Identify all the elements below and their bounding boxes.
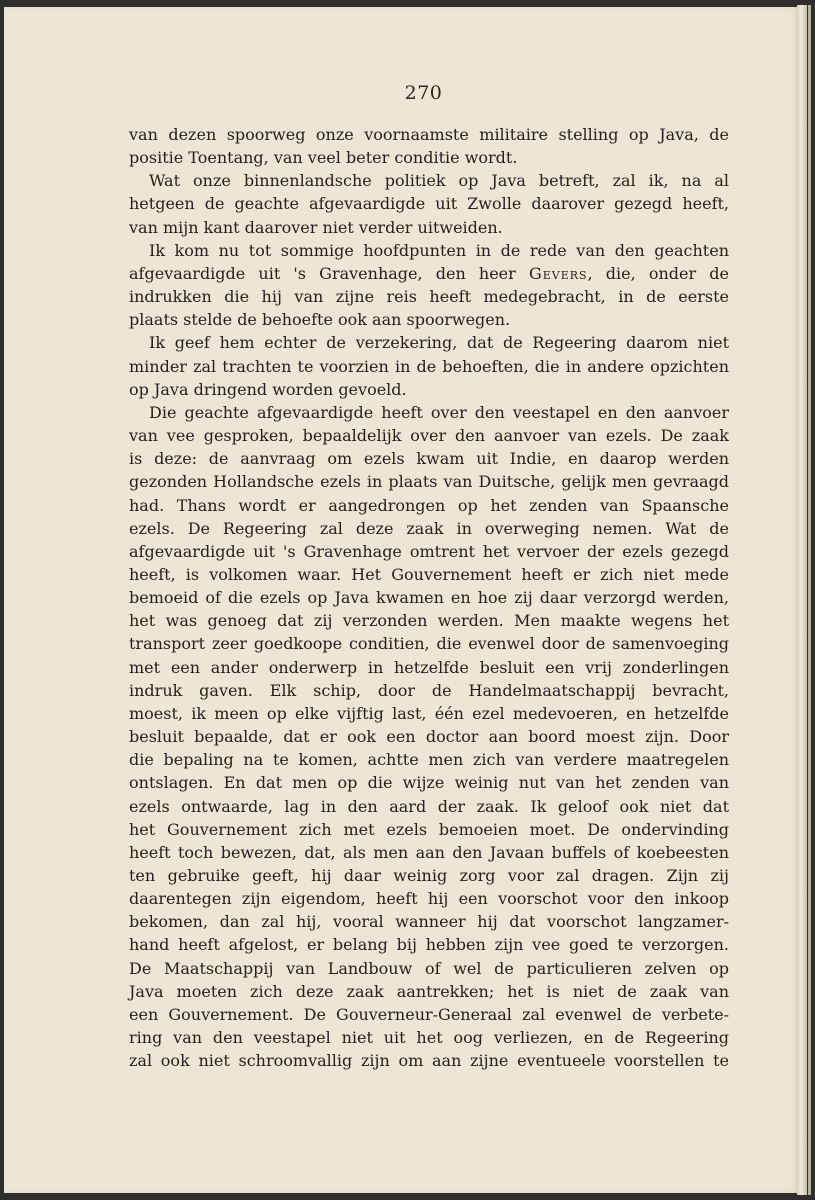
text-line: heeft, is volkomen waar. Het Gouvernement heeft er zich niet mede — [129, 564, 729, 584]
text-line: hand heeft afgelost, er belang bij hebben zijn vee goed te verzorgen. — [129, 935, 729, 955]
text-line: minder zal trachten te voorzien in de behoeften, die in andere opzichten — [129, 356, 729, 376]
text-line: van dezen spoorweg onze voornaamste militaire stelling op Java, de — [129, 125, 729, 144]
text-line: ring van den veestapel niet uit het oog verliezen, en de Regeering — [129, 1028, 729, 1048]
text-line: gezonden Hollandsche ezels in plaats van Duitsche, gelijk men gevraagd — [129, 472, 729, 492]
text-line: plaats stelde de behoefte ook aan spoorwegen. — [129, 310, 511, 330]
text-line: ezels ontwaarde, lag in den aard der zaak. Ik geloof ook niet dat — [129, 796, 729, 816]
text-line: van vee gesproken, bepaaldelijk over den aanvoer van ezels. De zaak — [129, 426, 729, 446]
text-line: van mijn kant daarover niet verder uitweiden. — [129, 217, 503, 237]
text-line: positie Toentang, van veel beter conditie wordt. — [129, 148, 518, 168]
text-line: die bepaling na te komen, achtte men zich van verdere maatregelen — [129, 750, 729, 770]
text-line: De Maatschappij van Landbouw of wel de particulieren zelven op — [129, 958, 729, 978]
text-line: bekomen, dan zal hij, vooral wanneer hij dat voorschot langzamer- — [129, 912, 729, 932]
text-line: afgevaardigde uit 's Gravenhage omtrent het vervoer der ezels gezegd — [129, 541, 729, 561]
text-line: ten gebruike geeft, hij daar weinig zorg voor zal dragen. Zijn zij — [129, 866, 729, 885]
body-text — [129, 123, 729, 1072]
text-line: met een ander onderwerp in hetzelfde besluit een vrij zonderlingen — [129, 657, 729, 677]
text-line: afgevaardigde uit 's Gravenhage, den heer Gevers, die, onder de — [129, 263, 729, 283]
text-line: is deze: de aanvraag om ezels kwam uit Indie, en daarop werden — [129, 449, 729, 469]
text-line: Ik geef hem echter de verzekering, dat de Regeering daarom niet — [149, 333, 729, 353]
page-edge-shadow — [808, 5, 811, 1195]
text-line: indrukken die hij van zijne reis heeft medegebracht, in de eerste — [129, 287, 729, 307]
text-line: had. Thans wordt er aangedrongen op het zenden van Spaansche — [129, 495, 729, 515]
text-line: transport zeer goedkoope conditien, die evenwel door de samenvoeging — [129, 634, 729, 654]
text-line: daarentegen zijn eigendom, heeft hij een voorschot voor den inkoop — [129, 889, 729, 909]
text-line: besluit bepaalde, dat er ook een doctor aan boord moest zijn. Door — [129, 727, 729, 747]
text-line: heeft toch bewezen, dat, als men aan den Javaan buffels of koebeesten — [129, 842, 729, 862]
text-line: ezels. De Regeering zal deze zaak in overweging nemen. Wat de — [129, 518, 729, 538]
text-line: hetgeen de geachte afgevaardigde uit Zwolle daarover gezegd heeft, — [129, 194, 729, 214]
text-line: bemoeid of die ezels op Java kwamen en hoe zij daar verzorgd werden, — [129, 588, 729, 608]
text-line: Die geachte afgevaardigde heeft over den veestapel en den aanvoer — [149, 402, 729, 422]
text-line: ontslagen. En dat men op die wijze weinig nut van het zenden van — [129, 773, 729, 793]
text-line: het Gouvernement zich met ezels bemoeien moet. De ondervinding — [129, 819, 729, 839]
text-line: het was genoeg dat zij verzonden werden. Men maakte wegens het — [129, 611, 729, 631]
text-line: een Gouvernement. De Gouverneur-Generaal zal evenwel de verbete- — [129, 1004, 729, 1024]
name-small-caps: Gevers — [528, 263, 588, 283]
page-edge — [797, 5, 807, 1195]
book-page — [4, 7, 797, 1193]
text-line: indruk gaven. Elk schip, door de Handelmaatschappij bevracht, — [129, 680, 729, 700]
text-line: Java moeten zich deze zaak aantrekken; het is niet de zaak van — [129, 981, 729, 1001]
page-number: 270 — [404, 82, 443, 104]
text-line: Wat onze binnenlandsche politiek op Java betreft, zal ik, na al — [149, 171, 729, 191]
text-line: moest, ik meen op elke vijftig last, één ezel medevoeren, en hetzelfde — [129, 703, 729, 723]
text-line: zal ook niet schroomvallig zijn om aan zijne eventueele voorstellen te — [129, 1051, 729, 1071]
text-line: op Java dringend worden gevoeld. — [129, 379, 407, 399]
text-line: Ik kom nu tot sommige hoofdpunten in de rede van den geachten — [149, 240, 729, 260]
